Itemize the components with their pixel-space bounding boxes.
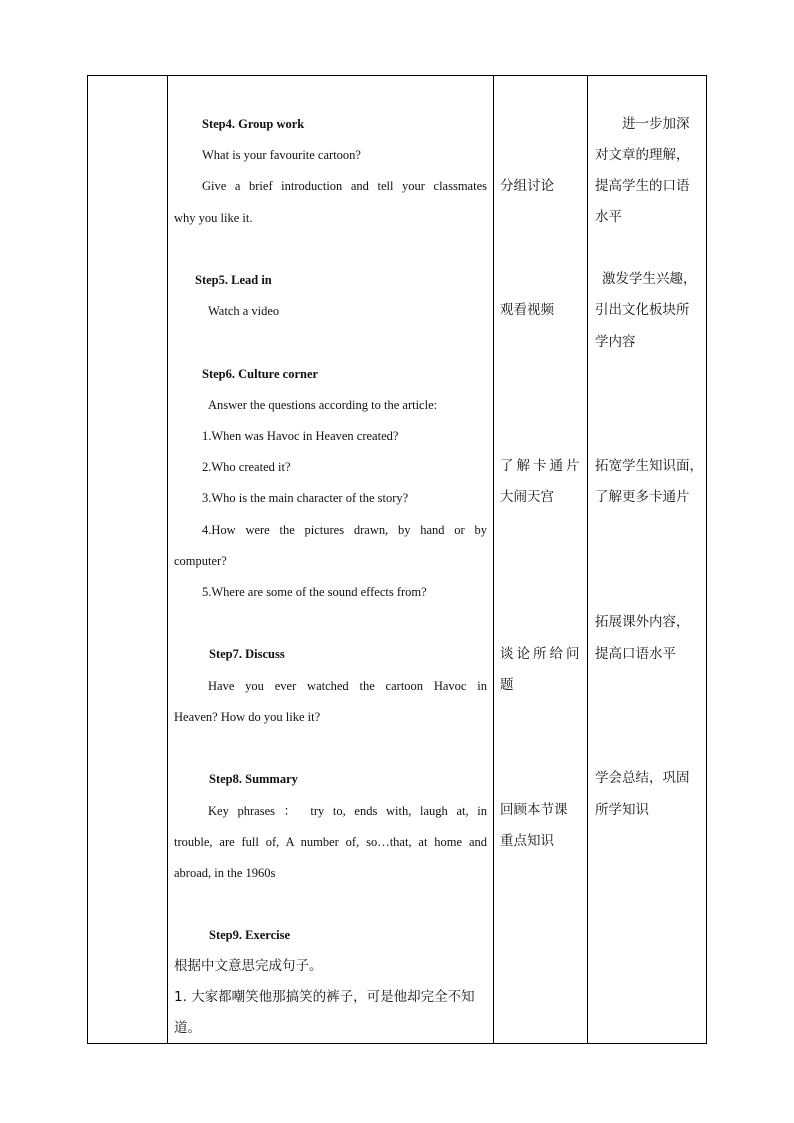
step7-title: Step7. Discuss	[209, 647, 285, 661]
step6-q4b: computer?	[174, 554, 227, 568]
step6-q5: 5.Where are some of the sound effects from?	[202, 585, 427, 599]
step6-q4a: 4.How were the pictures drawn, by hand or by	[202, 523, 487, 537]
step4-purpose-3: 提高学生的口语	[595, 178, 690, 194]
step6-intro: Answer the questions according to the article:	[208, 398, 438, 412]
step6-q2: 2.Who created it?	[202, 460, 291, 474]
step8-line1: Key phrases ： try to, ends with, laugh at, in	[208, 804, 487, 818]
step8-line2: trouble, are full of, A number of, so…that, at home and	[174, 835, 487, 849]
step5-title: Step5. Lead in	[195, 273, 272, 287]
step7-activity-1: 谈论所给问	[500, 646, 583, 662]
step6-activity-1: 了解卡通片	[500, 458, 583, 474]
table-divider-2	[493, 75, 494, 1044]
step4-line1: Give a brief introduction and tell your classmates	[202, 179, 487, 193]
step4-activity: 分组讨论	[500, 178, 554, 194]
step6-title: Step6. Culture corner	[202, 367, 319, 381]
step8-purpose-2: 所学知识	[595, 802, 649, 818]
step9-line3: 道。	[174, 1020, 201, 1036]
step9-title: Step9. Exercise	[209, 928, 291, 942]
step7-purpose-2: 提高口语水平	[595, 646, 676, 662]
table-divider-1	[167, 75, 168, 1044]
step6-activity-2: 大闹天宫	[500, 489, 554, 505]
step9-line2: 1. 大家都嘲笑他那搞笑的裤子，可是他却完全不知	[174, 989, 475, 1005]
table-border-right	[706, 75, 707, 1044]
step6-q1: 1.When was Havoc in Heaven created?	[202, 429, 399, 443]
step6-purpose-1: 拓宽学生知识面，	[595, 458, 703, 474]
step4-purpose-1: 进一步加深	[622, 116, 690, 132]
step8-activity-1: 回顾本节课	[500, 802, 568, 818]
table-bottom-border	[87, 1043, 707, 1044]
step4-question: What is your favourite cartoon?	[202, 148, 361, 162]
step5-purpose-1: 激发学生兴趣，	[602, 271, 697, 287]
step5-purpose-3: 学内容	[595, 334, 636, 350]
step6-purpose-2: 了解更多卡通片	[595, 489, 690, 505]
step8-line3: abroad, in the 1960s	[174, 866, 276, 880]
step8-purpose-1: 学会总结，巩固	[595, 770, 690, 786]
step4-purpose-2: 对文章的理解，	[595, 147, 690, 163]
step9-line1: 根据中文意思完成句子。	[174, 958, 323, 974]
step7-activity-2: 题	[500, 677, 514, 693]
table-top-border	[87, 75, 707, 76]
step8-title: Step8. Summary	[209, 772, 298, 786]
step5-line1: Watch a video	[208, 304, 280, 318]
step4-purpose-4: 水平	[595, 209, 622, 225]
step7-line1: Have you ever watched the cartoon Havoc in	[208, 679, 487, 693]
step5-activity: 观看视频	[500, 302, 554, 318]
step6-q3: 3.Who is the main character of the story?	[202, 491, 409, 505]
step8-activity-2: 重点知识	[500, 833, 554, 849]
step5-purpose-2: 引出文化板块所	[595, 302, 690, 318]
table-divider-3	[587, 75, 588, 1044]
step7-line2: Heaven? How do you like it?	[174, 710, 321, 724]
step4-line2: why you like it.	[174, 211, 253, 225]
table-border-left	[87, 75, 88, 1044]
step7-purpose-1: 拓展课外内容，	[595, 614, 690, 630]
step4-title: Step4. Group work	[202, 117, 305, 131]
